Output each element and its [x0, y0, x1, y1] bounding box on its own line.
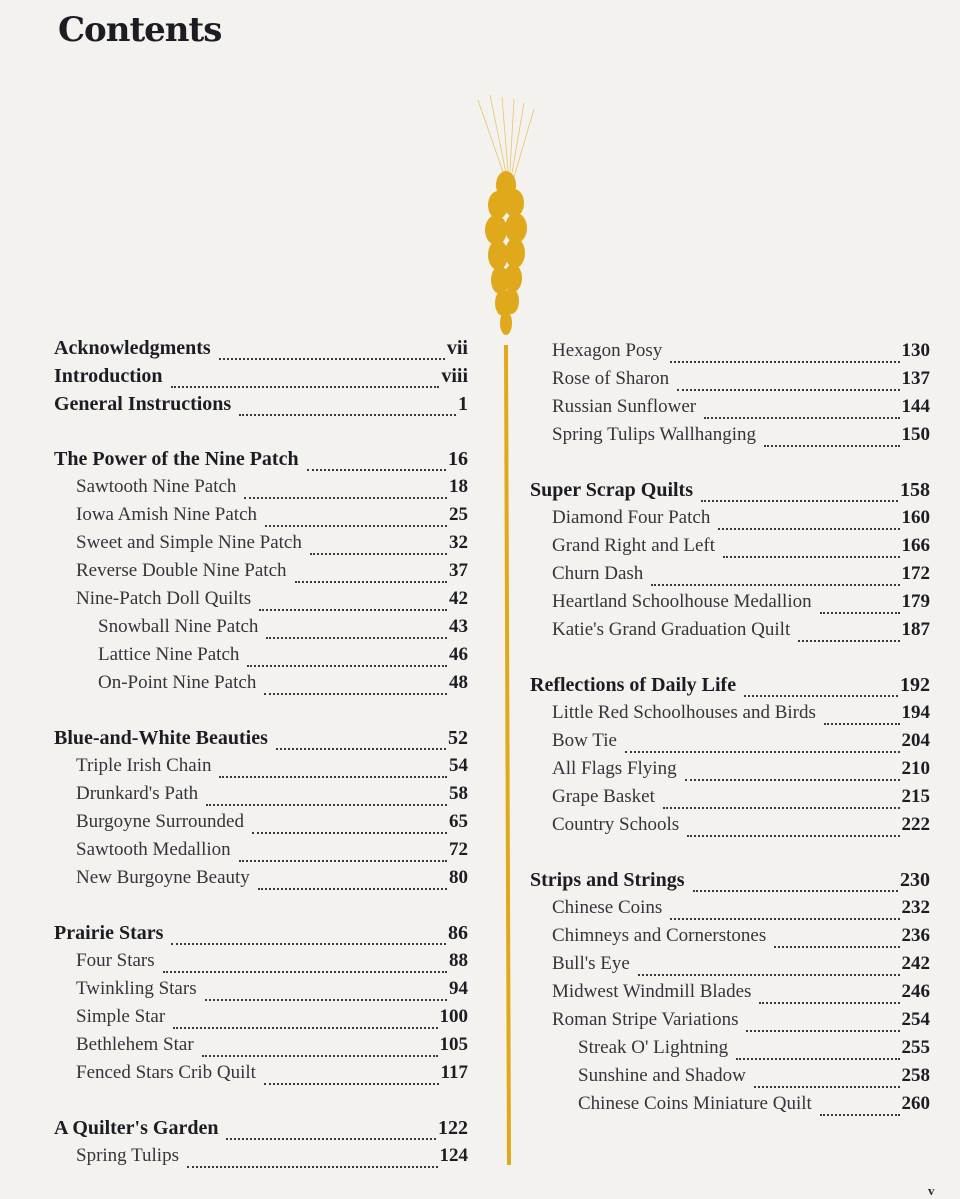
toc-entry-title: Rose of Sharon [552, 368, 670, 389]
toc-section-entry [530, 674, 930, 702]
toc-entry-title: Diamond Four Patch [552, 507, 711, 528]
toc-entry-title: Reflections of Daily Life [530, 674, 737, 696]
dot-leader [685, 779, 900, 781]
dot-leader [670, 361, 899, 363]
toc-entry-title: Spring Tulips Wallhanging [552, 424, 756, 445]
toc-entry-title: Roman Stripe Variations [552, 1009, 739, 1030]
toc-entry-page: 48 [449, 672, 468, 693]
toc-entry-page: 242 [901, 953, 930, 974]
toc-entry-title: Burgoyne Surrounded [76, 811, 244, 832]
toc-entry-page: viii [441, 365, 468, 387]
toc-entry-title: General Instructions [54, 393, 232, 415]
toc-entry-page: 46 [449, 644, 468, 665]
dot-leader [651, 584, 899, 586]
toc-section-entry [54, 727, 468, 755]
dot-leader [259, 609, 447, 611]
toc-entry [530, 897, 930, 925]
dot-leader [687, 835, 899, 837]
toc-entry-page: 236 [901, 925, 930, 946]
toc-entry [54, 476, 468, 504]
dot-leader [670, 918, 899, 920]
toc-section-entry [530, 869, 930, 897]
toc-entry [530, 981, 930, 1009]
toc-entry-title: Snowball Nine Patch [98, 616, 259, 637]
dot-leader [774, 946, 899, 948]
toc-section-entry [54, 1117, 468, 1145]
toc-entry [54, 644, 468, 672]
toc-entry [530, 814, 930, 842]
toc-entry-title: The Power of the Nine Patch [54, 448, 299, 470]
toc-entry-title: Bull's Eye [552, 953, 630, 974]
toc-entry-page: 172 [901, 563, 930, 584]
toc-entry-title: On-Point Nine Patch [98, 672, 257, 693]
toc-entry [54, 616, 468, 644]
dot-leader [820, 1114, 900, 1116]
toc-entry [54, 532, 468, 560]
toc-entry-page: vii [446, 337, 468, 359]
toc-entry [54, 560, 468, 588]
toc-entry-page: 43 [449, 616, 468, 637]
toc-entry-title: Drunkard's Path [76, 783, 199, 804]
toc-entry-page: 144 [901, 396, 930, 417]
toc-entry-page: 88 [449, 950, 468, 971]
dot-leader [820, 612, 900, 614]
toc-entry [54, 588, 468, 616]
toc-entry [54, 504, 468, 532]
toc-entry-page: 117 [440, 1062, 468, 1083]
toc-entry-page: 1 [458, 393, 468, 415]
toc-entry [54, 1006, 468, 1034]
toc-entry [54, 783, 468, 811]
dot-leader [187, 1166, 438, 1168]
toc-entry-page: 260 [901, 1093, 930, 1114]
toc-entry [54, 978, 468, 1006]
toc-entry-page: 232 [901, 897, 930, 918]
toc-entry-title: A Quilter's Garden [54, 1117, 219, 1139]
toc-entry-title: Sawtooth Nine Patch [76, 476, 237, 497]
toc-entry-page: 158 [900, 479, 930, 501]
dot-leader [718, 528, 899, 530]
toc-entry [54, 755, 468, 783]
toc-entry-title: Four Stars [76, 950, 155, 971]
dot-leader [226, 1138, 436, 1140]
toc-entry-page: 130 [901, 340, 930, 361]
toc-entry-title: New Burgoyne Beauty [76, 867, 250, 888]
dot-leader [163, 971, 447, 973]
toc-entry-page: 150 [901, 424, 930, 445]
dot-leader [171, 386, 440, 388]
toc-entry-title: Midwest Windmill Blades [552, 981, 752, 1002]
toc-entry-page: 137 [901, 368, 930, 389]
toc-entry-page: 124 [439, 1145, 468, 1166]
toc-entry-title: Heartland Schoolhouse Medallion [552, 591, 812, 612]
toc-entry [54, 811, 468, 839]
toc-entry [530, 1009, 930, 1037]
page-title: Contents [58, 10, 222, 50]
toc-entry-title: Bethlehem Star [76, 1034, 194, 1055]
toc-entry-page: 254 [901, 1009, 930, 1030]
dot-leader [276, 748, 446, 750]
dot-leader [264, 693, 447, 695]
toc-entry-page: 52 [448, 727, 468, 749]
toc-entry [54, 672, 468, 700]
toc-entry [530, 563, 930, 591]
toc-right-column [530, 340, 930, 1121]
toc-entry [530, 786, 930, 814]
toc-entry-page: 58 [449, 783, 468, 804]
toc-entry-page: 122 [438, 1117, 468, 1139]
dot-leader [173, 1027, 437, 1029]
toc-entry [530, 758, 930, 786]
toc-entry [530, 1093, 930, 1121]
toc-entry-page: 42 [449, 588, 468, 609]
toc-entry-title: Twinkling Stars [76, 978, 197, 999]
toc-entry-title: Churn Dash [552, 563, 644, 584]
toc-entry-title: Simple Star [76, 1006, 166, 1027]
toc-entry-title: Little Red Schoolhouses and Birds [552, 702, 816, 723]
toc-entry-page: 255 [901, 1037, 930, 1058]
dot-leader [764, 445, 900, 447]
dot-leader [258, 888, 447, 890]
toc-entry [530, 619, 930, 647]
toc-entry-page: 160 [901, 507, 930, 528]
dot-leader [693, 890, 899, 892]
dot-leader [264, 1083, 439, 1085]
toc-section-entry [530, 479, 930, 507]
toc-entry-page: 246 [901, 981, 930, 1002]
toc-entry-page: 94 [449, 978, 468, 999]
dot-leader [239, 414, 456, 416]
toc-entry [530, 424, 930, 452]
toc-entry-title: Triple Irish Chain [76, 755, 212, 776]
toc-entry-page: 192 [900, 674, 930, 696]
toc-entry-title: Super Scrap Quilts [530, 479, 693, 501]
toc-entry-page: 54 [449, 755, 468, 776]
toc-entry-page: 37 [449, 560, 468, 581]
dot-leader [219, 776, 447, 778]
toc-entry [530, 730, 930, 758]
toc-entry [530, 1065, 930, 1093]
toc-entry-title: Sunshine and Shadow [578, 1065, 746, 1086]
dot-leader [798, 640, 899, 642]
toc-entry-page: 100 [439, 1006, 468, 1027]
toc-entry-page: 187 [901, 619, 930, 640]
toc-entry [530, 591, 930, 619]
dot-leader [625, 751, 900, 753]
toc-entry-page: 16 [448, 448, 468, 470]
toc-entry-page: 32 [449, 532, 468, 553]
toc-entry-page: 215 [901, 786, 930, 807]
toc-entry-title: Katie's Grand Graduation Quilt [552, 619, 791, 640]
dot-leader [736, 1058, 899, 1060]
dot-leader [266, 637, 447, 639]
toc-entry-title: Prairie Stars [54, 922, 164, 944]
toc-entry [530, 396, 930, 424]
toc-section-entry [54, 393, 468, 421]
toc-section-entry [54, 365, 468, 393]
toc-entry-page: 72 [449, 839, 468, 860]
toc-entry-title: Chinese Coins [552, 897, 663, 918]
toc-entry-title: Lattice Nine Patch [98, 644, 240, 665]
toc-entry [54, 1145, 468, 1173]
toc-entry-title: Nine-Patch Doll Quilts [76, 588, 252, 609]
dot-leader [265, 525, 447, 527]
dot-leader [206, 804, 447, 806]
toc-entry [530, 507, 930, 535]
toc-entry-title: Hexagon Posy [552, 340, 663, 361]
toc-entry-page: 25 [449, 504, 468, 525]
toc-entry-title: Country Schools [552, 814, 680, 835]
toc-entry-title: Bow Tie [552, 730, 617, 751]
dot-leader [759, 1002, 899, 1004]
dot-leader [677, 389, 899, 391]
toc-entry [530, 702, 930, 730]
toc-entry [530, 1037, 930, 1065]
toc-entry-page: 166 [901, 535, 930, 556]
toc-entry-title: Fenced Stars Crib Quilt [76, 1062, 256, 1083]
toc-entry-title: Grape Basket [552, 786, 655, 807]
dot-leader [202, 1055, 438, 1057]
dot-leader [247, 665, 447, 667]
toc-left-column [54, 337, 468, 1173]
toc-entry-page: 179 [901, 591, 930, 612]
toc-entry-page: 18 [449, 476, 468, 497]
toc-entry-title: Sawtooth Medallion [76, 839, 231, 860]
dot-leader [723, 556, 899, 558]
toc-entry-page: 194 [901, 702, 930, 723]
toc-entry-title: Blue-and-White Beauties [54, 727, 268, 749]
toc-entry [530, 368, 930, 396]
toc-entry-page: 222 [901, 814, 930, 835]
dot-leader [239, 860, 447, 862]
toc-entry [54, 867, 468, 895]
toc-entry [54, 1034, 468, 1062]
toc-entry [530, 340, 930, 368]
toc-entry-title: Strips and Strings [530, 869, 685, 891]
toc-entry-title: Iowa Amish Nine Patch [76, 504, 258, 525]
toc-entry-title: Sweet and Simple Nine Patch [76, 532, 302, 553]
dot-leader [663, 807, 900, 809]
toc-entry [530, 535, 930, 563]
toc-entry-title: Streak O' Lightning [578, 1037, 729, 1058]
toc-entry-page: 210 [901, 758, 930, 779]
dot-leader [744, 695, 898, 697]
toc-entry-title: Spring Tulips [76, 1145, 179, 1166]
dot-leader [295, 581, 447, 583]
dot-leader [205, 999, 447, 1001]
toc-entry [54, 950, 468, 978]
toc-entry-page: 105 [439, 1034, 468, 1055]
toc-entry [54, 1062, 468, 1090]
toc-entry-page: 258 [901, 1065, 930, 1086]
page-number: v [928, 1183, 935, 1198]
toc-entry-title: Chinese Coins Miniature Quilt [578, 1093, 812, 1114]
toc-section-entry [54, 448, 468, 476]
toc-entry-title: Chimneys and Cornerstones [552, 925, 767, 946]
toc-entry-title: Reverse Double Nine Patch [76, 560, 287, 581]
dot-leader [307, 469, 446, 471]
dot-leader [638, 974, 900, 976]
dot-leader [704, 417, 899, 419]
dot-leader [252, 832, 447, 834]
toc-entry [530, 925, 930, 953]
dot-leader [171, 943, 446, 945]
toc-section-entry [54, 922, 468, 950]
toc-entry-title: Grand Right and Left [552, 535, 716, 556]
dot-leader [824, 723, 900, 725]
toc-entry-page: 204 [901, 730, 930, 751]
toc-entry [54, 839, 468, 867]
toc-entry-page: 230 [900, 869, 930, 891]
toc-entry-title: All Flags Flying [552, 758, 677, 779]
toc-entry-title: Introduction [54, 365, 163, 387]
dot-leader [310, 553, 447, 555]
dot-leader [219, 358, 445, 360]
dot-leader [244, 497, 447, 499]
dot-leader [746, 1030, 899, 1032]
toc-entry-title: Acknowledgments [54, 337, 211, 359]
toc-entry-page: 80 [449, 867, 468, 888]
toc-entry-page: 86 [448, 922, 468, 944]
dot-leader [701, 500, 898, 502]
toc-entry-page: 65 [449, 811, 468, 832]
toc-entry-title: Russian Sunflower [552, 396, 697, 417]
toc-section-entry [54, 337, 468, 365]
toc-entry [530, 953, 930, 981]
dot-leader [754, 1086, 900, 1088]
